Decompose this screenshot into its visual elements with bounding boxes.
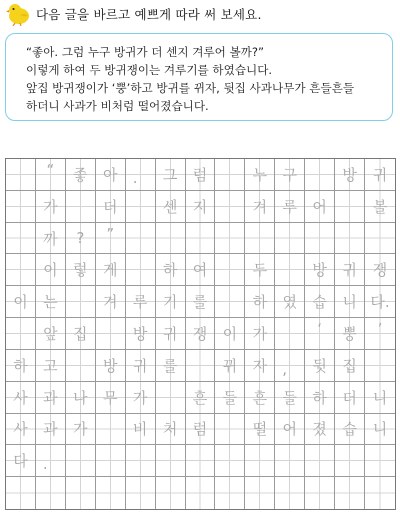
grid-cell: 쟁 — [186, 318, 216, 350]
grid-cell — [186, 477, 216, 509]
writing-grid — [5, 158, 396, 510]
grid-cell: 방 — [335, 159, 365, 191]
grid-cell — [275, 318, 305, 350]
grid-cell — [305, 477, 335, 509]
grid-cell — [215, 286, 245, 318]
grid-cell: ” — [96, 223, 126, 255]
grid-cell: 이 — [36, 254, 66, 286]
grid-cell: 럼 — [186, 414, 216, 446]
grid-cell: ? — [66, 223, 96, 255]
grid-cell: 이 — [6, 286, 36, 318]
grid-cell: 센 — [156, 191, 186, 223]
grid-cell — [215, 254, 245, 286]
grid-cell: 하 — [6, 350, 36, 382]
grid-cell — [96, 477, 126, 509]
grid-cell: 자 — [245, 350, 275, 382]
grid-cell: 겨 — [245, 191, 275, 223]
grid-cell: 니 — [335, 286, 365, 318]
grid-cell — [6, 477, 36, 509]
grid-cell: 사 — [6, 382, 36, 414]
grid-cell — [6, 159, 36, 191]
header — [0, 0, 400, 26]
grid-cell: 과 — [36, 382, 66, 414]
grid-cell: . — [126, 159, 156, 191]
grid-cell: 여 — [186, 254, 216, 286]
grid-cell: 떨 — [245, 414, 275, 446]
grid-cell: ‘ — [305, 318, 335, 350]
grid-cell: 방 — [305, 254, 335, 286]
grid-cell — [96, 318, 126, 350]
grid-cell — [6, 223, 36, 255]
instruction-text: 다음 글을 바르고 예쁘게 따라 써 보세요. — [36, 7, 262, 22]
grid-cell — [215, 414, 245, 446]
grid-cell: 과 — [36, 414, 66, 446]
grid-cell: 비 — [126, 414, 156, 446]
grid-cell — [305, 445, 335, 477]
grid-cell — [126, 477, 156, 509]
grid-cell — [215, 477, 245, 509]
grid-cell — [186, 223, 216, 255]
grid-cell — [66, 350, 96, 382]
grid-cell: 는 — [36, 286, 66, 318]
passage-line: 앞집 방귀쟁이가 ‘뿡’하고 방귀를 뀌자, 뒷집 사과나무가 흔들흔들 — [26, 81, 355, 95]
grid-cell: 귀 — [335, 254, 365, 286]
grid-cell — [66, 477, 96, 509]
grid-cell: 누 — [245, 159, 275, 191]
grid-cell: 나 — [66, 382, 96, 414]
grid-cell: 들 — [275, 382, 305, 414]
grid-cell: 까 — [36, 223, 66, 255]
grid-cell — [126, 445, 156, 477]
grid-cell — [156, 445, 186, 477]
grid-cell: 처 — [156, 414, 186, 446]
passage-box — [5, 33, 393, 121]
grid-cell: 가 — [245, 318, 275, 350]
grid-cell — [6, 191, 36, 223]
grid-cell: 하 — [156, 254, 186, 286]
grid-cell — [305, 159, 335, 191]
grid-cell: 뿡 — [335, 318, 365, 350]
grid-cell — [275, 254, 305, 286]
grid-cell: 가 — [126, 382, 156, 414]
passage-line: 하더니 사과가 비처럼 떨어졌습니다. — [26, 99, 209, 113]
grid-cell: 고 — [36, 350, 66, 382]
grid-cell: 더 — [96, 191, 126, 223]
grid-cell — [96, 414, 126, 446]
grid-cell: 아 — [96, 159, 126, 191]
passage-line: “좋아. 그럼 누구 방귀가 더 센지 겨루어 볼까?” — [26, 45, 265, 59]
grid-cell — [335, 477, 365, 509]
grid-cell: 루 — [275, 191, 305, 223]
grid-cell: 가 — [36, 191, 66, 223]
grid-cell — [365, 350, 395, 382]
grid-cell — [305, 223, 335, 255]
grid-cell: 귀 — [156, 318, 186, 350]
grid-cell — [215, 191, 245, 223]
grid-cell: 사 — [6, 414, 36, 446]
grid-cell — [156, 382, 186, 414]
grid-cell: 를 — [156, 350, 186, 382]
grid-cell — [245, 223, 275, 255]
grid-cell: 였 — [275, 286, 305, 318]
grid-cell: 어 — [305, 191, 335, 223]
grid-cell — [126, 254, 156, 286]
grid-cell — [215, 159, 245, 191]
grid-cell — [275, 223, 305, 255]
grid-cell: 들 — [215, 382, 245, 414]
grid-cell — [275, 477, 305, 509]
grid-cell — [126, 191, 156, 223]
grid-cell: 앞 — [36, 318, 66, 350]
grid-cell — [245, 445, 275, 477]
grid-cell: 하 — [245, 286, 275, 318]
grid-cell — [66, 286, 96, 318]
grid-cell: 다 — [6, 445, 36, 477]
grid-cell: 럼 — [186, 159, 216, 191]
grid-cell: 다. — [365, 286, 395, 318]
grid-cell: 뒷 — [305, 350, 335, 382]
grid-cell: 하 — [305, 382, 335, 414]
grid-cell: 게 — [96, 254, 126, 286]
grid-cell — [66, 191, 96, 223]
grid-cell: ’ — [365, 318, 395, 350]
grid-cell — [156, 477, 186, 509]
grid-cell — [365, 445, 395, 477]
grid-cell — [186, 350, 216, 382]
grid-cell — [335, 445, 365, 477]
grid-cell: 를 — [186, 286, 216, 318]
grid-cell: 귀 — [365, 159, 395, 191]
grid-cell: 집 — [335, 350, 365, 382]
grid-cell — [335, 223, 365, 255]
grid-cell: 두 — [245, 254, 275, 286]
grid-cell: 이 — [215, 318, 245, 350]
grid-cell — [6, 318, 36, 350]
grid-cell — [126, 223, 156, 255]
grid-cell — [365, 223, 395, 255]
grid-cell: 무 — [96, 382, 126, 414]
grid-cell: 방 — [126, 318, 156, 350]
grid-cell — [275, 445, 305, 477]
grid-cell: 루 — [126, 286, 156, 318]
grid-cell: , — [275, 350, 305, 382]
grid-cell — [215, 223, 245, 255]
grid-cell — [335, 191, 365, 223]
grid-cell: 어 — [275, 414, 305, 446]
grid-cell: 습 — [335, 414, 365, 446]
grid-cell: 졌 — [305, 414, 335, 446]
chick-icon — [6, 2, 32, 26]
grid-cell: 볼 — [365, 191, 395, 223]
grid-cell — [96, 445, 126, 477]
grid-cell: 그 — [156, 159, 186, 191]
grid-cell: 쟁 — [365, 254, 395, 286]
grid-cell: 구 — [275, 159, 305, 191]
grid-cell: 니 — [365, 382, 395, 414]
grid-cell: 지 — [186, 191, 216, 223]
grid-cell: 습 — [305, 286, 335, 318]
passage-line: 이렇게 하여 두 방귀쟁이는 겨루기를 하였습니다. — [26, 63, 273, 77]
grid-cell — [215, 445, 245, 477]
grid-cell: 렇 — [66, 254, 96, 286]
grid-cell — [365, 477, 395, 509]
grid-cell — [36, 477, 66, 509]
grid-cell: 귀 — [126, 350, 156, 382]
grid-cell: 가 — [66, 414, 96, 446]
grid-cell: 흔 — [245, 382, 275, 414]
grid-cell: 겨 — [96, 286, 126, 318]
grid-cell: “ — [36, 159, 66, 191]
grid-cell — [6, 254, 36, 286]
grid-cell: 방 — [96, 350, 126, 382]
grid-cell: 좋 — [66, 159, 96, 191]
grid-cell — [66, 445, 96, 477]
grid-cell — [186, 445, 216, 477]
grid-cell: 뀌 — [215, 350, 245, 382]
grid-cell — [245, 477, 275, 509]
grid-cell — [156, 223, 186, 255]
grid-cell: 더 — [335, 382, 365, 414]
grid-cell: 니 — [365, 414, 395, 446]
grid-cell: . — [36, 445, 66, 477]
grid-cell: 흔 — [186, 382, 216, 414]
grid-cell: 집 — [66, 318, 96, 350]
grid-cell: 기 — [156, 286, 186, 318]
